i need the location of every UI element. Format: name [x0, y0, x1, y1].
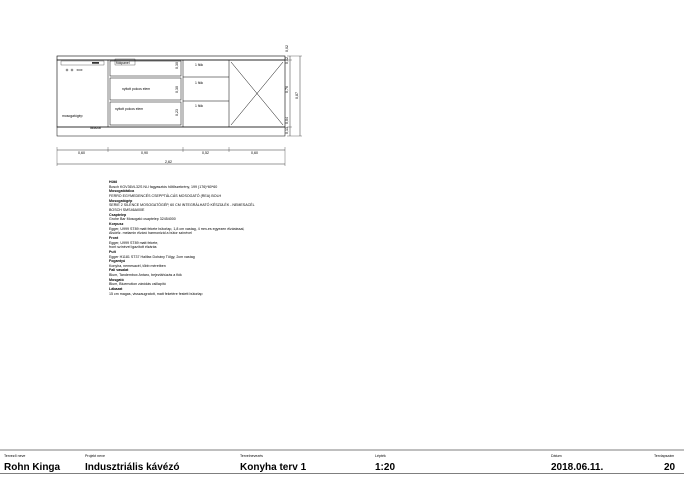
spec-heading: Lábazat — [109, 287, 123, 292]
knob-icon — [71, 69, 73, 71]
spec-heading: Csaptelep — [109, 212, 127, 217]
specification-list — [109, 180, 339, 296]
spec-line: Alsóélz. melamin élzáró harmonizál a bútor színével — [109, 231, 192, 236]
designer-label: Tervező neve — [4, 454, 26, 458]
spec-heading: Mosogatógép — [109, 198, 133, 203]
spec-line: Egger, U999 ST89 matt fekete bútorlap, 1,8 cm vastag, 4 mm-es egyezen élzárással, — [109, 226, 245, 231]
project-name: Indusztriális kávézó — [85, 462, 180, 473]
label-top-panel: fiókpanel — [116, 61, 130, 65]
spec-heading: Fali vasalat — [109, 268, 129, 273]
project-label: Projekt neve — [85, 454, 105, 458]
spec-line: SERIE 2 SILENCE MOSOGATÓGÉP, 60 CM INTEGRÁLHATÓ KÉSZÜLÉK - NEMESACÉL — [109, 203, 255, 208]
scale-value: 1:20 — [375, 462, 396, 473]
label-open-shelf-2: nyitott polcos elem — [115, 107, 144, 111]
spec-line: Bosch KGV36VL32S Nl-l fagyasztós hűtőszekrény, 199 (176)*60*60 — [109, 184, 218, 189]
dim-bottom-3: 0,52 — [202, 151, 209, 155]
scale-label: Lépték — [375, 454, 386, 458]
spec-heading: Mosogatótálca — [109, 189, 135, 194]
label-dishwasher: mosogatógép — [62, 114, 83, 118]
spec-line: Egger H1181 ST37 Halifax Dohány Tölgy, 2cm vastag — [109, 254, 195, 259]
label-open-shelf-1: nyitott polcos elem — [122, 87, 151, 91]
button-icon — [77, 69, 82, 71]
sheet-number: 20 — [664, 462, 676, 473]
dim-right-1: 0,02 — [285, 45, 289, 52]
dim-bottom-4: 0,60 — [251, 151, 258, 155]
knob-icon — [66, 69, 68, 71]
dim-total-width: 2,62 — [165, 160, 172, 164]
drawer-front-3 — [110, 102, 181, 125]
dim-inner-1: 0,30 — [175, 62, 179, 69]
dim-inner-3: 0,23 — [175, 109, 179, 116]
dim-inner-2: 0,30 — [175, 86, 179, 93]
plan-name: Konyha terv 1 — [240, 462, 307, 473]
label-front-2: 1 fiók — [195, 81, 204, 85]
plan-label: Tervelnevezés — [240, 454, 263, 458]
designer-name: Rohn Kinga — [4, 462, 61, 473]
label-front-3: 1 fiók — [195, 104, 204, 108]
dishwasher-display — [92, 62, 99, 63]
spec-heading: Korpusz — [109, 221, 124, 226]
spec-heading: Fogantyú — [109, 259, 126, 264]
spec-line: Blum, Bluemotion záródás csillapító — [109, 282, 166, 287]
spec-line: FERRO EGYMEDENCÉS CSEPPTÁLCÁS MOSOGATÓ (REA) BOLH — [109, 193, 222, 198]
spec-heading: Mosgató — [109, 277, 124, 282]
label-plinth: lábazat — [90, 126, 101, 130]
label-front-1: 1 fiók — [195, 63, 204, 67]
title-block — [0, 450, 684, 474]
spec-heading: Hűtő — [109, 180, 118, 184]
dim-right-2: 0,02 — [285, 57, 289, 64]
dim-bottom-1: 0,60 — [78, 151, 85, 155]
spec-line: Egger, U999 ST89 matt fekete, — [109, 240, 159, 245]
dim-bottom-2: 0,90 — [141, 151, 148, 155]
dim-right-3: 0,76 — [285, 86, 289, 93]
cabinet-body — [57, 60, 285, 127]
spec-heading: Front — [109, 235, 119, 240]
spec-line: front színével igazított élzárás — [109, 245, 157, 250]
dim-total-height: 0,87 — [295, 92, 299, 99]
countertop — [57, 56, 285, 60]
spec-heading: Pult — [109, 249, 116, 254]
dim-right-5: 0,04 — [285, 117, 289, 124]
sheet-label: Tervlapszám — [654, 454, 675, 458]
spec-line: Blum, Tandembox Antaro, bejeztáhúzás a fiók — [109, 273, 182, 278]
dim-right-4: 0,13 — [285, 127, 289, 134]
spec-line: Grohe Bar Mosogató csaptelep 32454000 — [109, 217, 176, 222]
date-value: 2018.06.11. — [551, 462, 604, 473]
date-label: Dátum — [551, 454, 562, 458]
spec-line: BOSCH SMS46AI00E — [109, 207, 145, 212]
spec-line: 15 cm magas, visszaugratott, matt feketére festett bútorlap — [109, 291, 203, 296]
spec-line: Konyha, nemesacél, több méretben — [109, 263, 166, 268]
